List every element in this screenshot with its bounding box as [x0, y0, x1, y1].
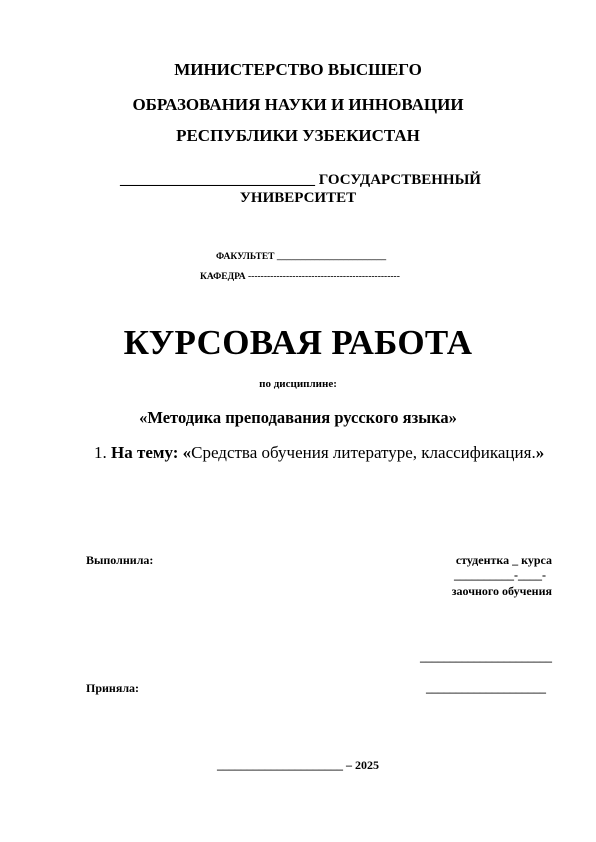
ministry-line-2: ОБРАЗОВАНИЯ НАУКИ И ИННОВАЦИИ	[132, 95, 464, 114]
topic-number: 1.	[94, 443, 107, 462]
ministry-line-3: РЕСПУБЛИКИ УЗБЕКИСТАН	[176, 126, 420, 145]
year: – 2025	[343, 758, 379, 772]
topic-line	[94, 443, 544, 463]
topic-label: На тему: «	[111, 443, 192, 462]
student-line-3: заочного обучения	[451, 584, 552, 598]
signature-blank-line: ______________________	[420, 650, 552, 664]
department-line: КАФЕДРА ------------------------------------------------	[200, 272, 400, 282]
performed-label: Выполнила:	[86, 553, 154, 567]
student-line-1: студентка _ курса	[455, 553, 552, 567]
document-title: КУРСОВАЯ РАБОТА	[123, 323, 473, 362]
discipline-label: по дисциплине:	[259, 378, 337, 390]
footer-city-year	[0, 758, 596, 773]
topic-close-quote: »	[535, 443, 545, 462]
topic-text: Средства обучения литературе, классификация.	[191, 443, 536, 462]
discipline-name: «Методика преподавания русского языка»	[139, 408, 457, 427]
student-line-2: __________-____-	[454, 568, 546, 582]
university-line-1: __________________________ ГОСУДАРСТВЕННЫЙ	[120, 172, 481, 188]
university-line-2: УНИВЕРСИТЕТ	[239, 190, 357, 206]
accepted-blank-line: ____________________	[426, 681, 546, 695]
ministry-line-1: МИНИСТЕРСТВО ВЫСШЕГО	[174, 60, 422, 79]
accepted-label: Приняла:	[86, 681, 140, 695]
faculty-line: ФАКУЛЬТЕТ _______________________	[216, 252, 387, 262]
city-blank: _____________________	[217, 758, 343, 772]
